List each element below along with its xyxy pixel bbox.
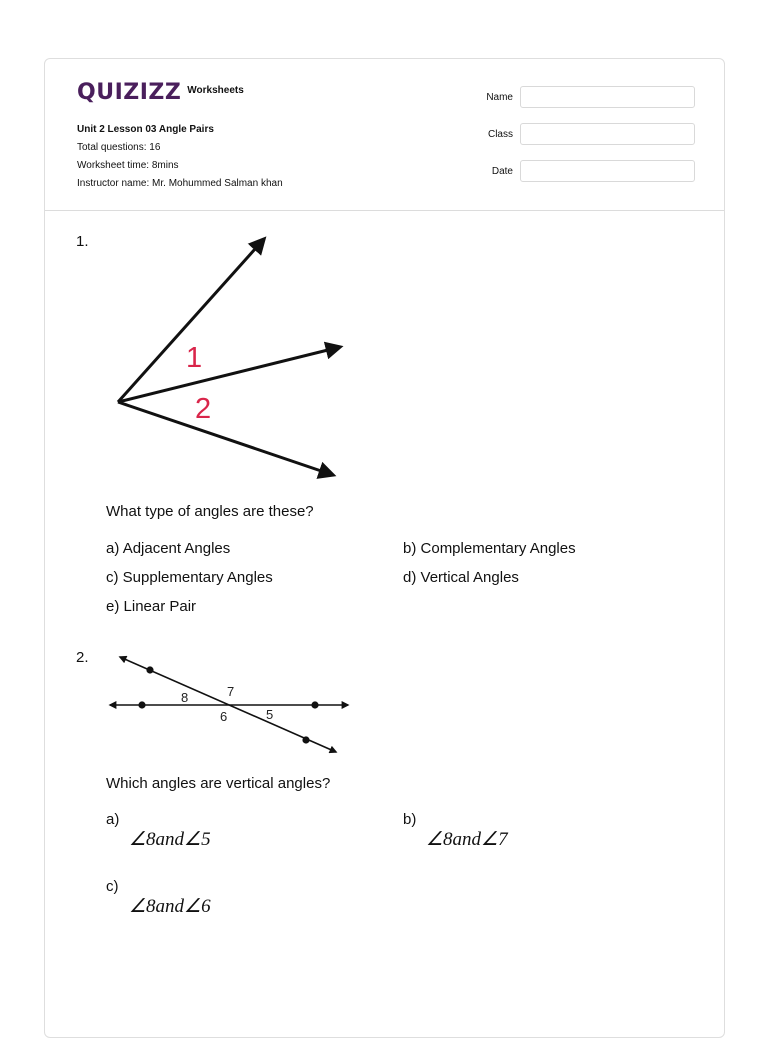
- option-letter: c): [106, 569, 119, 586]
- angle-label-7: 7: [227, 684, 235, 699]
- option-1b[interactable]: [403, 540, 576, 557]
- option-2b-math[interactable]: ∠8and∠7: [426, 829, 508, 850]
- name-label: Name: [486, 91, 513, 103]
- option-1a[interactable]: [106, 540, 230, 557]
- option-1d[interactable]: [403, 569, 519, 586]
- class-field: [463, 123, 695, 145]
- worksheet-title: Unit 2 Lesson 03 Angle Pairs: [77, 124, 214, 135]
- option-letter: d): [403, 569, 417, 586]
- question-2-figure: [100, 650, 360, 760]
- option-text: Linear Pair: [123, 598, 197, 615]
- class-input[interactable]: [520, 123, 695, 145]
- option-2b-letter[interactable]: b): [403, 811, 417, 828]
- angle-label-6: 6: [220, 709, 228, 724]
- option-text: Supplementary Angles: [122, 569, 273, 586]
- option-2c-letter[interactable]: c): [106, 878, 119, 895]
- quizizz-logo: QUIZIZZ: [77, 80, 182, 105]
- question-2-prompt: Which angles are vertical angles?: [106, 775, 331, 792]
- option-2a-letter[interactable]: a): [106, 811, 120, 828]
- total-questions: Total questions: 16: [77, 142, 161, 153]
- question-1-prompt: What type of angles are these?: [106, 503, 314, 520]
- option-letter: a): [106, 540, 120, 557]
- angle-label-8: 8: [181, 690, 189, 705]
- question-2-number: 2.: [76, 649, 89, 666]
- point-upper: [146, 666, 153, 673]
- ray-upper: [118, 239, 264, 402]
- ray-middle: [118, 347, 340, 402]
- point-lower: [302, 736, 309, 743]
- logo-subtitle: Worksheets: [187, 85, 244, 96]
- angle-label-2: 2: [195, 393, 212, 425]
- option-text: Vertical Angles: [420, 569, 519, 586]
- question-1-number: 1.: [76, 233, 89, 250]
- option-2c-math[interactable]: ∠8and∠6: [129, 896, 211, 917]
- point-right: [311, 701, 318, 708]
- instructor-name: Instructor name: Mr. Mohummed Salman khan: [77, 178, 283, 189]
- class-label: Class: [487, 128, 513, 140]
- date-field: [463, 160, 695, 182]
- option-1c[interactable]: [106, 569, 273, 586]
- angle-label-1: 1: [186, 342, 203, 374]
- name-input[interactable]: [520, 86, 695, 108]
- option-text: Complementary Angles: [420, 540, 576, 557]
- date-label: Date: [491, 165, 513, 177]
- brand: [77, 81, 244, 105]
- worksheet-meta: [77, 121, 283, 193]
- angle-label-5: 5: [266, 707, 274, 722]
- option-2a-math[interactable]: ∠8and∠5: [129, 829, 211, 850]
- worksheet-header: [45, 59, 724, 211]
- point-left: [138, 701, 145, 708]
- option-text: Adjacent Angles: [122, 540, 231, 557]
- ray-lower: [118, 402, 333, 475]
- worksheet-time: Worksheet time: 8mins: [77, 160, 179, 171]
- option-1e[interactable]: [106, 598, 196, 615]
- option-letter: e): [106, 598, 120, 615]
- question-1-figure: [100, 225, 360, 490]
- date-input[interactable]: [520, 160, 695, 182]
- option-letter: b): [403, 540, 417, 557]
- name-field: [463, 86, 695, 108]
